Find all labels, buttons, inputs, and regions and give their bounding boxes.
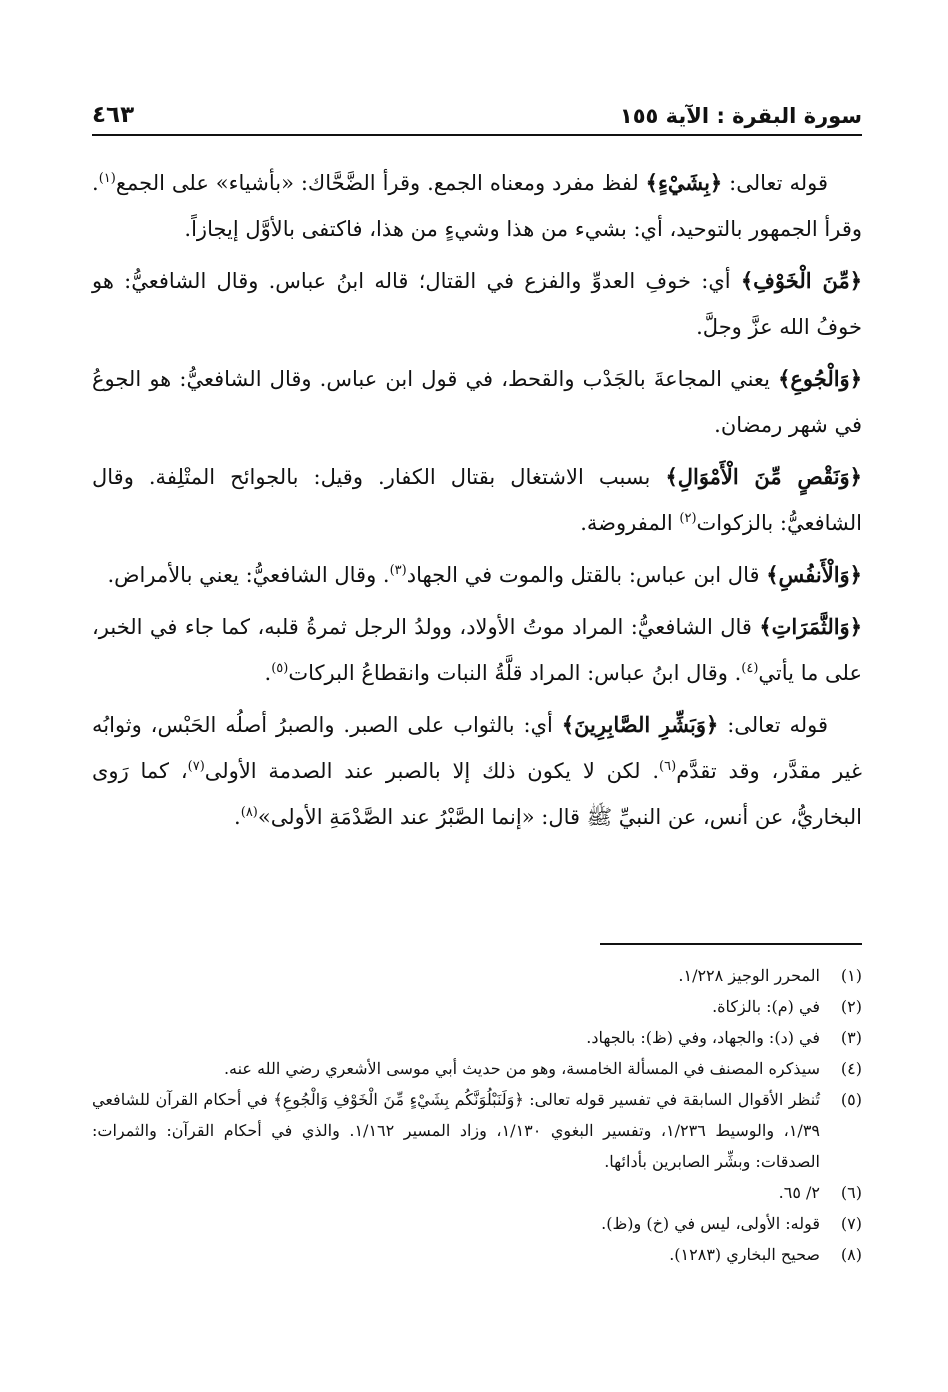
running-title: سورة البقرة : الآية ١٥٥ bbox=[619, 104, 862, 128]
quran-quote: ﴿بِشَيْءٍ﴾ bbox=[645, 170, 723, 195]
footnote-text: قوله: الأولى، ليس في (خ) و(ظ). bbox=[601, 1214, 820, 1233]
footnote bbox=[92, 1022, 862, 1053]
footnote-number: (٤) bbox=[840, 1059, 862, 1078]
text-run: . bbox=[264, 661, 272, 685]
footnote bbox=[92, 1053, 862, 1084]
text-run: لفظ مفرد ومعناه الجمع. وقرأ الضَّحَّاك: «بأشياء» على الجمع bbox=[115, 171, 646, 195]
text-run: المفروضة. bbox=[580, 511, 680, 535]
running-header bbox=[92, 88, 862, 128]
footnotes bbox=[92, 960, 862, 1270]
footnote-number: (٣) bbox=[840, 1028, 862, 1047]
text-run: أي: بالثواب على الصبر. والصبرُ أصلُه الحَبْس، وثوابُه غير مقدَّر، وقد تقدَّم bbox=[92, 713, 862, 783]
text-run: قال الشافعيُّ: المراد موتُ الأولاد، وولدُ الرجل ثمرةُ قلبه، كما جاء في الخبر، على ما يأتي bbox=[92, 615, 862, 685]
footnote-ref[interactable]: (٢) bbox=[679, 511, 697, 526]
quran-quote: ﴿وَالْجُوعِ﴾ bbox=[778, 366, 862, 391]
quran-quote: ﴿وَنَقْصٍ مِّنَ الْأَمْوَالِ﴾ bbox=[665, 464, 862, 489]
footnote-text: صحيح البخاري (١٢٨٣). bbox=[669, 1245, 820, 1264]
text-run: أي: خوفِ العدوِّ والفزع في القتال؛ قاله ابنُ عباس. وقال الشافعيُّ: هو خوفُ الله عزَّ وجلَّ. bbox=[92, 269, 862, 339]
paragraph bbox=[92, 258, 862, 350]
footnote-text: تُنظر الأقوال السابقة في تفسير قوله تعالى: ﴿وَلَنَبْلُوَنَّكُم بِشَيْءٍ مِّنَ الْخَوْفِ وَالْجُوعِ﴾ في أحكام القرآن للشافعي ١/٣٩، والوسيط ١/٢٣٦، وتفسير البغوي ١/١٣٠، وزاد المسير ١/١٦٢. والذي في أحكام القرآن: والثمرات: الصدقات: وبشِّر الصابرين بأدائها. bbox=[92, 1090, 820, 1171]
text-run: قوله تعالى: bbox=[718, 713, 828, 737]
page-number: ٤٦٣ bbox=[92, 102, 135, 128]
footnote-ref[interactable]: (٥) bbox=[271, 661, 289, 676]
paragraph bbox=[92, 552, 862, 598]
paragraph bbox=[92, 160, 862, 252]
text-run: . لكن لا يكون ذلك إلا بالصبر عند الصدمة الأولى bbox=[204, 759, 660, 783]
footnote-divider bbox=[600, 943, 862, 945]
text-run: . bbox=[234, 805, 241, 829]
footnote-number: (٧) bbox=[840, 1214, 862, 1233]
footnote-number: (٢) bbox=[840, 997, 862, 1016]
footnote-ref[interactable]: (٨) bbox=[240, 805, 258, 820]
footnote-ref[interactable]: (٣) bbox=[389, 563, 407, 578]
main-text bbox=[92, 160, 862, 846]
footnote bbox=[92, 991, 862, 1022]
header-divider bbox=[92, 134, 862, 136]
text-run: بسبب الاشتغال بقتال الكفار. وقيل: بالجوائح المتْلِفة. وقال الشافعيُّ: بالزكوات bbox=[92, 465, 862, 535]
footnote bbox=[92, 1239, 862, 1270]
quran-quote: ﴿مِّنَ الْخَوْفِ﴾ bbox=[740, 268, 862, 293]
quran-quote: ﴿وَالْأَنفُسِ﴾ bbox=[766, 562, 862, 587]
footnote-text: ٢/ ٦٥. bbox=[778, 1183, 820, 1202]
footnote-ref[interactable]: (١) bbox=[98, 171, 116, 186]
footnote-text: المحرر الوجيز ١/٢٢٨. bbox=[678, 966, 820, 985]
paragraph bbox=[92, 702, 862, 840]
footnote bbox=[92, 960, 862, 991]
quran-quote: ﴿وَبَشِّرِ الصَّابِرِينَ﴾ bbox=[561, 712, 719, 737]
text-run: قال ابن عباس: بالقتل والموت في الجهاد bbox=[406, 563, 767, 587]
footnote bbox=[92, 1177, 862, 1208]
text-run: . وقال الشافعيُّ: يعني بالأمراض. bbox=[107, 563, 390, 587]
text-run: يعني المجاعةَ بالجَدْب والقحط، في قول ابن عباس. وقال الشافعيُّ: هو الجوعُ في شهر رمضان. bbox=[92, 367, 862, 437]
footnote-ref[interactable]: (٤) bbox=[741, 661, 759, 676]
footnote-text: في (د): والجهاد، وفي (ظ): بالجهاد. bbox=[586, 1028, 820, 1047]
paragraph bbox=[92, 604, 862, 696]
paragraph bbox=[92, 454, 862, 546]
footnote-number: (١) bbox=[840, 966, 862, 985]
footnote-text: سيذكره المصنف في المسألة الخامسة، وهو من حديث أبي موسى الأشعري رضي الله عنه. bbox=[223, 1059, 820, 1078]
footnote bbox=[92, 1084, 862, 1177]
footnote-number: (٦) bbox=[840, 1183, 862, 1202]
footnote-ref[interactable]: (٦) bbox=[659, 759, 677, 774]
footnote-ref[interactable]: (٧) bbox=[187, 759, 205, 774]
footnote-number: (٨) bbox=[840, 1245, 862, 1264]
paragraph bbox=[92, 356, 862, 448]
text-run: . وقرأ الجمهور بالتوحيد، أي: بشيء من هذا وشيءٍ من هذا، فاكتفى بالأوَّل إيجازاً. bbox=[92, 171, 862, 241]
text-run: قوله تعالى: bbox=[722, 171, 828, 195]
text-run: . وقال ابنُ عباس: المراد قلَّةُ النبات وانقطاعُ البركات bbox=[288, 661, 742, 685]
footnote-number: (٥) bbox=[840, 1090, 862, 1109]
footnote bbox=[92, 1208, 862, 1239]
text-run: ، كما رَوى البخاريُّ، عن أنس، عن النبيِّ ﷺ قال: «إنما الصَّبْرُ عند الصَّدْمَةِ الأولى» bbox=[92, 759, 862, 829]
footnote-text: في (م): بالزكاة. bbox=[712, 997, 820, 1016]
quran-quote: ﴿وَالثَّمَرَاتِ﴾ bbox=[759, 614, 862, 639]
